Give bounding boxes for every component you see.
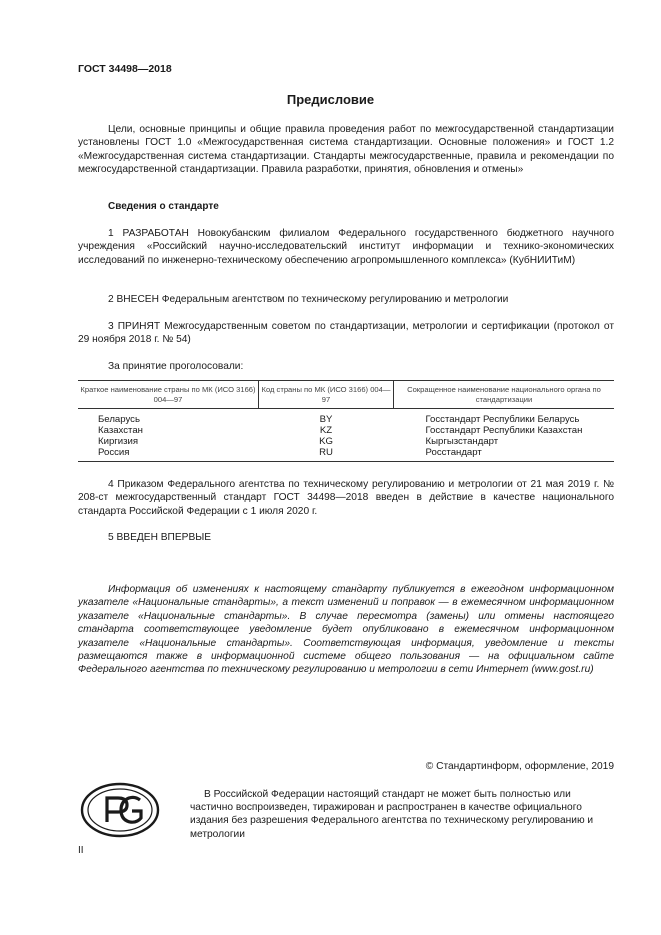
intro-paragraph: Цели, основные принципы и общие правила проведения работ по межгосударственной стандартизации установлены ГОСТ 1.0 «Межгосударственная система стандартизации. Основные положения» и ГОСТ 1.2 «Межгосударственная система стандартизации. Стандарты межгосударственные, правила и рекомендации по межгосударственной стандартизации. Правила разработки, принятия, обновления и отмены» bbox=[78, 124, 614, 176]
item-adopted: 3 ПРИНЯТ Межгосударственным советом по стандартизации, метрологии и сертификации (протокол от 29 ноября 2018 г. № 54) bbox=[78, 321, 614, 346]
table-header-body: Сокращенное наименование национального органа по стандартизации bbox=[394, 381, 615, 409]
table-cell-country: Россия bbox=[78, 447, 259, 462]
table-cell-country: Беларусь bbox=[98, 414, 140, 425]
item-introduced: 2 ВНЕСЕН Федеральным агентством по техническому регулированию и метрологии bbox=[108, 294, 509, 305]
voted-label: За принятие проголосовали: bbox=[108, 361, 244, 372]
copyright-notice: В Российской Федерации настоящий стандарт не может быть полностью или частично воспроизведен, тиражирован и распространен в качестве официального издания без разрешения Федерального агентства по техническому регулированию и метрологии bbox=[190, 789, 594, 840]
info-paragraph: Информация об изменениях к настоящему стандарту публикуется в ежегодном информационном указателе «Национальные стандарты», а текст изменений и поправок — в ежемесячном информационном указателе «Национальные стандарты». В случае пересмотра (замены) или отмены настоящего стандарта соответствующее уведомление будет опубликовано в ежемесячном информационном указателе «Национальные стандарты». Соответствующая информация, уведомление и тексты размещаются также в информационной системе общего пользования — на официальном сайте Федерального агентства по техническому регулированию и метрологии в сети Интернет (www.gost.ru) bbox=[78, 584, 614, 676]
table-cell-body: Госстандарт Республики Казахстан bbox=[425, 425, 583, 436]
about-heading: Сведения о стандарте bbox=[108, 201, 219, 212]
table-cell-code: KG bbox=[319, 436, 333, 447]
table-header-code: Код страны по МК (ИСО 3166) 004—97 bbox=[259, 381, 394, 409]
table-cell-code: BY bbox=[319, 414, 333, 425]
page-title: Предисловие bbox=[286, 92, 375, 107]
table-row bbox=[78, 409, 614, 426]
table-row bbox=[78, 436, 614, 447]
table-cell-code: KZ bbox=[319, 425, 333, 436]
item-developed: 1 РАЗРАБОТАН Новокубанским филиалом Федерального государственного бюджетного научного учреждения «Российский научно-исследовательский институт информации и технико-экономических исследований по инженерно-техническому обеспечению агропромышленного комплекса» (КубНИИТиМ) bbox=[78, 228, 614, 266]
voting-table bbox=[78, 380, 614, 462]
item-order: 4 Приказом Федерального агентства по техническому регулированию и метрологии от 21 мая 2019 г. № 208-ст межгосударственный стандарт ГОСТ 34498—2018 введен в действие в качестве национального стандарта Российской Федерации с 1 июля 2020 г. bbox=[78, 479, 614, 517]
gost-r-logo-graphic bbox=[80, 780, 160, 840]
table-cell-body: Росстандарт bbox=[394, 447, 615, 462]
table-cell-country: Казахстан bbox=[98, 425, 143, 436]
table-row bbox=[78, 447, 614, 462]
table-row bbox=[78, 425, 614, 436]
table-cell-body: Кыргызстандарт bbox=[425, 436, 499, 447]
table-cell-body: Госстандарт Республики Беларусь bbox=[425, 414, 580, 425]
table-cell-country: Киргизия bbox=[98, 436, 139, 447]
page-number: II bbox=[78, 845, 84, 856]
table-header-row bbox=[78, 381, 614, 409]
table-header-country: Краткое наименование страны по МК (ИСО 3166) 004—97 bbox=[78, 381, 259, 409]
gost-r-logo-icon bbox=[80, 780, 160, 840]
document-code: ГОСТ 34498—2018 bbox=[78, 63, 172, 75]
copyright: © Стандартинформ, оформление, 2019 bbox=[425, 761, 614, 772]
item-first-time: 5 ВВЕДЕН ВПЕРВЫЕ bbox=[108, 532, 212, 543]
table-cell-code: RU bbox=[259, 447, 394, 462]
